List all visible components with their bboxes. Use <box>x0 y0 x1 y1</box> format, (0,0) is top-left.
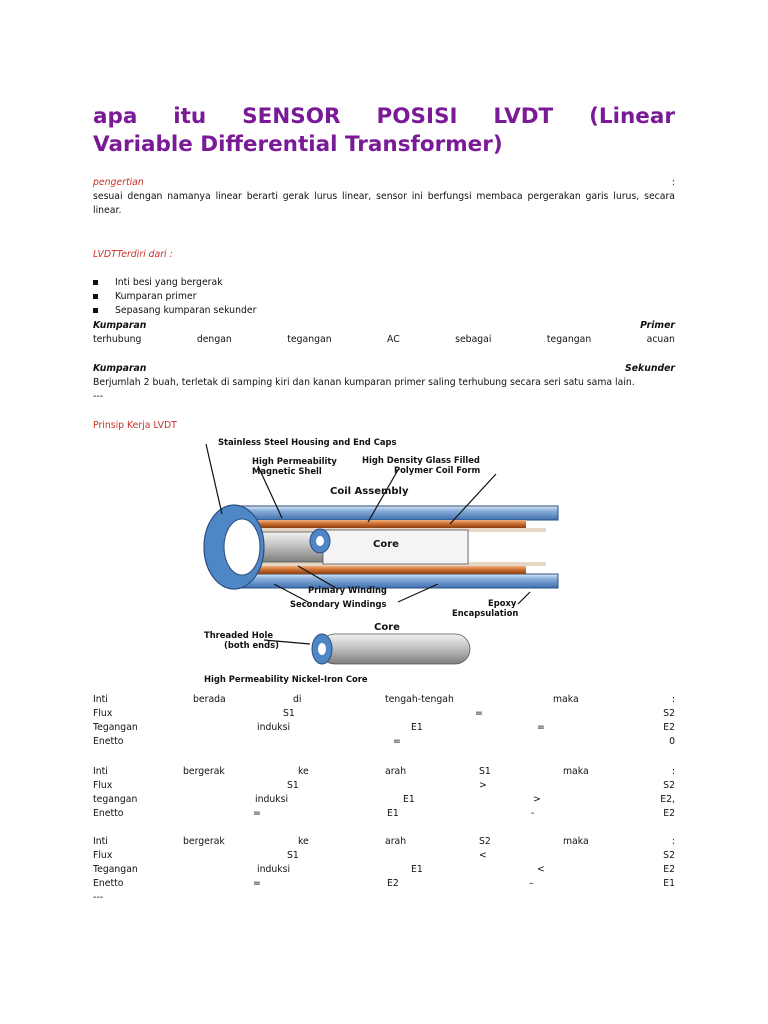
case-cell: : <box>671 694 675 705</box>
case-row <box>93 877 675 891</box>
primer-section <box>93 319 675 347</box>
case-row <box>93 693 675 707</box>
case-cell: induksi <box>255 794 289 805</box>
terdiri-heading <box>93 248 675 262</box>
case-row <box>93 863 675 877</box>
case-cell: arah <box>385 766 407 777</box>
primer-heading-right: Primer <box>640 320 675 331</box>
case-cell: tengah-tengah <box>385 694 454 705</box>
case-cell: E1 <box>403 794 415 805</box>
label-threaded-2: (both ends) <box>224 640 279 650</box>
case-cell: arah <box>385 836 407 847</box>
case-cell: E2 <box>663 864 675 875</box>
label-epoxy-2: Encapsulation <box>452 608 519 618</box>
end-cap-inner <box>224 519 260 575</box>
case-cell: Tegangan <box>93 722 138 733</box>
case-cell: 0 <box>669 736 675 747</box>
case-cell: E1 <box>387 808 399 819</box>
label-glass-2: Polymer Coil Form <box>394 465 481 475</box>
pengertian-text: sesuai dengan namanya linear berarti gerak lurus linear, sensor ini berfungsi membaca pergerakan garis lurus, secara <box>93 191 675 202</box>
case-cell: = <box>253 808 261 819</box>
prinsip-heading-text: Prinsip Kerja LVDT <box>93 420 177 431</box>
pengertian-section <box>93 176 675 218</box>
case-block-1 <box>93 693 675 749</box>
case-cell: S1 <box>287 780 299 791</box>
case-cell: > <box>479 780 487 791</box>
sekunder-text: Berjumlah 2 buah, terletak di samping kiri dan kanan kumparan primer saling terhubung secara seri satu sama lain. <box>93 377 635 388</box>
winding-bottom <box>246 566 526 574</box>
case-cell: Flux <box>93 708 113 719</box>
case-cell: < <box>537 864 545 875</box>
case-cell: E2 <box>663 808 675 819</box>
lvdt-diagram <box>198 434 560 686</box>
case-cell: S2 <box>479 836 491 847</box>
sekunder-heading-right: Sekunder <box>625 363 675 374</box>
terdiri-list <box>93 276 675 318</box>
primer-word: acuan <box>646 334 675 345</box>
primer-word: sebagai <box>455 334 492 345</box>
case-row <box>93 735 675 749</box>
case-row <box>93 707 675 721</box>
page-title <box>93 103 675 159</box>
case-cell: S2 <box>663 780 675 791</box>
case-cell: ke <box>298 766 309 777</box>
primer-word: terhubung <box>93 334 142 345</box>
case-cell: bergerak <box>183 766 225 777</box>
end-separator: --- <box>93 892 104 903</box>
case-block-3 <box>93 835 675 891</box>
label-core-2: Core <box>374 622 400 633</box>
case-cell: S1 <box>479 766 491 777</box>
case-cell: : <box>671 766 675 777</box>
label-secondary: Secondary Windings <box>290 599 387 609</box>
case-cell: Inti <box>93 694 108 705</box>
title-line-1 <box>93 103 675 131</box>
case-row <box>93 807 675 821</box>
case-cell: maka <box>553 694 579 705</box>
prinsip-heading <box>93 419 675 433</box>
core2-rod <box>320 634 470 664</box>
title-word: apa <box>93 104 138 129</box>
case-cell: Flux <box>93 780 113 791</box>
case-cell: : <box>671 836 675 847</box>
case-cell: E2, <box>660 794 675 805</box>
case-cell: bergerak <box>183 836 225 847</box>
case-cell: E1 <box>411 864 423 875</box>
case-cell: = <box>537 722 545 733</box>
case-cell: E2 <box>387 878 399 889</box>
primer-word: AC <box>387 334 400 345</box>
case-cell: < <box>479 850 487 861</box>
case-cell: E2 <box>663 722 675 733</box>
case-row <box>93 779 675 793</box>
case-row <box>93 721 675 735</box>
title-word: POSISI <box>376 104 458 129</box>
core2-end-hole <box>318 643 326 655</box>
label-housing: Stainless Steel Housing and End Caps <box>218 437 397 447</box>
case-cell: - <box>531 808 535 819</box>
label-epoxy-1: Epoxy <box>488 598 517 608</box>
case-cell: Enetto <box>93 878 124 889</box>
case-cell: = <box>393 736 401 747</box>
list-item: Kumparan primer <box>93 290 675 304</box>
case-cell: induksi <box>257 722 291 733</box>
label-core: Core <box>373 539 399 550</box>
label-glass-1: High Density Glass Filled <box>362 455 480 465</box>
case-cell: di <box>293 694 302 705</box>
primer-word: tegangan <box>546 334 592 345</box>
label-coil-assembly: Coil Assembly <box>330 486 409 497</box>
case-row <box>93 793 675 807</box>
case-cell: = <box>475 708 483 719</box>
core-end-hole <box>316 536 324 546</box>
label-primary: Primary Winding <box>308 585 387 595</box>
label-magnetic-1: High Permeability <box>252 456 337 466</box>
pengertian-colon: : <box>671 177 675 188</box>
case-cell: S2 <box>663 850 675 861</box>
title-word: itu <box>173 104 207 129</box>
case-cell: ke <box>298 836 309 847</box>
sekunder-separator: --- <box>93 391 104 402</box>
title-word: LVDT <box>493 104 554 129</box>
case-cell: Enetto <box>93 736 124 747</box>
case-row <box>93 849 675 863</box>
case-block-2 <box>93 765 675 821</box>
primer-word: dengan <box>196 334 232 345</box>
title-line-2: Variable Differential Transformer) <box>93 132 503 157</box>
case-cell: Flux <box>93 850 113 861</box>
case-cell: S1 <box>287 850 299 861</box>
list-item: Sepasang kumparan sekunder <box>93 304 675 318</box>
case-cell: tegangan <box>93 794 138 805</box>
pengertian-label: pengertian <box>93 177 144 188</box>
case-cell: S2 <box>663 708 675 719</box>
case-row <box>93 835 675 849</box>
label-nickel: High Permeability Nickel-Iron Core <box>204 674 368 684</box>
case-cell: Enetto <box>93 808 124 819</box>
case-cell: S1 <box>283 708 295 719</box>
primer-heading-left: Kumparan <box>93 320 147 331</box>
case-cell: E1 <box>411 722 423 733</box>
case-cell: – <box>529 878 534 889</box>
primer-word: tegangan <box>287 334 332 345</box>
winding-top <box>246 520 526 528</box>
case-row <box>93 765 675 779</box>
title-word: (Linear <box>589 104 675 129</box>
case-cell: maka <box>563 836 589 847</box>
case-cell: Inti <box>93 766 108 777</box>
terdiri-heading-text: LVDTTerdiri dari : <box>93 249 173 260</box>
case-cell: berada <box>193 694 226 705</box>
case-cell: E1 <box>663 878 675 889</box>
sekunder-section <box>93 362 675 404</box>
label-threaded-1: Threaded Hole <box>204 630 274 640</box>
title-word: SENSOR <box>242 104 341 129</box>
case-cell: maka <box>563 766 589 777</box>
label-magnetic-2: Magnetic Shell <box>252 466 322 476</box>
case-cell: > <box>533 794 541 805</box>
case-cell: Inti <box>93 836 108 847</box>
pengertian-text-end: linear. <box>93 205 122 216</box>
list-item: Inti besi yang bergerak <box>93 276 675 290</box>
sekunder-heading-left: Kumparan <box>93 363 147 374</box>
case-cell: Tegangan <box>93 864 138 875</box>
case-cell: induksi <box>257 864 291 875</box>
case-cell: = <box>253 878 261 889</box>
